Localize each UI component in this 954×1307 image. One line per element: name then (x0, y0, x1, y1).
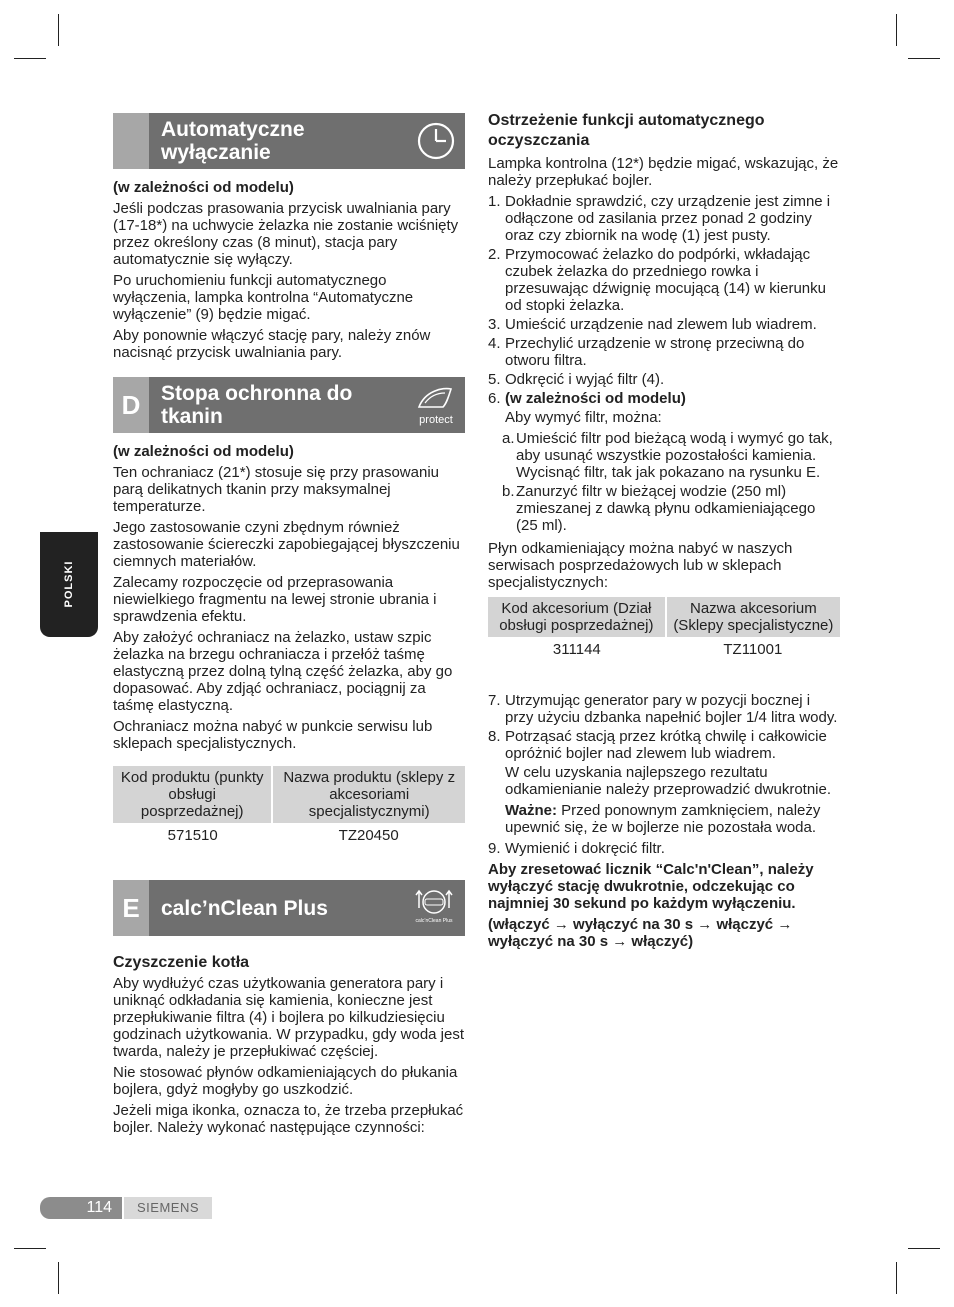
warning-intro: Lampka kontrolna (12*) będzie migać, wskazując, że należy przepłukać bojler. (488, 155, 839, 189)
step8-extra: W celu uzyskania najlepszego rezultatu odkamienianie należy przeprowadzić dwukrotnie. (505, 764, 832, 798)
list-item: 1. Dokładnie sprawdzić, czy urządzenie jest zimne i odłączone od zasilania przez ponad 2 godziny oraz czy zbiornik na wodę (1) jest pusty. (488, 193, 831, 244)
crop-mark (896, 1262, 897, 1294)
table-header: Kod produktu (punkty obsługi posprzedażnej) (113, 766, 272, 823)
warning-heading: Ostrzeżenie funkcji automatycznego oczyszczania (488, 112, 765, 149)
list-item: 8. Potrząsać stacją przez krótką chwilę i całkowicie opróżnić bojler nad zlewem lub wiadrem. (488, 728, 827, 762)
section-c-paragraph: Po uruchomieniu funkcji automatycznego wyłączenia, lampka kontrolna “Automatyczne wyłączenie” (9) będzie migać. (113, 272, 414, 323)
section-e-paragraph: Aby wydłużyć czas użytkowania generatora pary i uniknąć odkładania się kamienia, konieczne jest przepłukiwanie filtra (4) i bojlera po kilkudziesięciu godzinach użytkowania. W przypadku, gdy woda jest twarda, należy je przepłukiwać częściej. (113, 975, 465, 1060)
section-e-paragraph: Jeżeli miga ikonka, oznacza to, że trzeba przepłukać bojler. Należy wykonać następujące czynności: (113, 1102, 464, 1136)
list-item: 9. Wymienić i dokręcić filtr. (488, 840, 665, 857)
step6-option-a: a. Umieścić filtr pod bieżącą wodą i wymyć go tak, aby usunąć wszystkie pozostałości kamienia. Wycisnąć filtr, tak jak pokazano na rysunku E. (502, 430, 833, 481)
section-c-model-note: (w zależności od modelu) (113, 179, 294, 196)
section-c-paragraph: Aby ponownie włączyć stację pary, należy znów nacisnąć przycisk uwalniania pary. (113, 327, 431, 361)
crop-mark (908, 1248, 940, 1249)
section-e-paragraph: Nie stosować płynów odkamieniających do płukania bojlera, gdyż mogłyby go uszkodzić. (113, 1064, 458, 1098)
step6-intro: Aby wymyć filtr, można: (505, 409, 662, 426)
table-cell: TZ20450 (338, 827, 399, 844)
list-item: 3. Umieścić urządzenie nad zlewem lub wiadrem. (488, 316, 817, 333)
table-cell: 311144 (552, 641, 601, 658)
section-d-paragraph: Jego zastosowanie czyni zbędnym również zastosowanie ściereczki zapobiegającej błyszczeniu ciemnych materiałów. (113, 519, 460, 570)
table-header: Nazwa akcesorium (Sklepy specjalistyczne) (666, 597, 840, 637)
left-column (113, 113, 465, 1140)
list-item: 6. (w zależności od modelu) (488, 390, 686, 407)
table-cell: TZ11001 (723, 641, 783, 658)
section-e-subtitle: Czyszczenie kotła (113, 954, 250, 971)
step6-option-b: b. Zanurzyć filtr w bieżącej wodzie (250 ml) zmieszanej z dawką płynu odkamieniającego (25 ml). (502, 483, 816, 534)
steps-list-1 (488, 193, 840, 407)
section-c-paragraph: Jeśli podczas prasowania przycisk uwalniania pary (17-18*) na uchwycie żelazka nie zostanie wciśnięty przez określony czas (8 minut), stacja pary automatycznie się wyłączy. (113, 200, 459, 268)
language-tab (40, 532, 98, 637)
section-e-letter: E (113, 880, 149, 936)
section-d-paragraph: Aby założyć ochraniacz na żelazko, ustaw szpic żelazka na brzegu ochraniacza i przełóż taśmę elastyczną przez dolną tylną część żelazka, aby go dopasować. Aby zdjąć ochraniacz, pociągnij za taśmę elastyczną. (113, 629, 453, 714)
list-item: 2. Przymocować żelazko do podpórki, wkładając czubek żelazka do przedniego rowka i przesuwając dźwignię mocującą (14) w kierunku od stopki żelazka. (488, 246, 826, 314)
section-c-header (113, 113, 465, 169)
reset-sequence: (włączyć → wyłączyć na 30 s → włączyć → wyłączyć na 30 s → włączyć) (488, 916, 793, 950)
product-table (113, 766, 465, 848)
section-d-paragraph: Ten ochraniacz (21*) stosuje się przy prasowaniu parą delikatnych tkanin przy maksymalnej temperaturze. (113, 464, 439, 515)
crop-mark (58, 14, 59, 46)
table-cell: 571510 (167, 827, 218, 844)
section-c-title: Automatyczne wyłączanie (161, 118, 305, 164)
reset-instruction: Aby zresetować licznik “Calc'n'Clean”, należy wyłączyć stację dwukrotnie, odczekując co najmniej 30 sekund po każdym wyłączeniu. (488, 861, 814, 912)
section-d-model-note: (w zależności od modelu) (113, 443, 294, 460)
list-item: 7. Utrzymując generator pary w pozycji bocznej i przy użyciu dzbanka napełnić bojler 1/4 litra wody. (488, 692, 838, 726)
section-e-header (113, 880, 465, 936)
step8-important: Ważne: Przed ponownym zamknięciem, należy upewnić się, że w bojlerze nie pozostała woda. (505, 802, 821, 836)
section-d-letter: D (113, 377, 149, 433)
calcnclean-icon (409, 886, 459, 930)
section-d-header (113, 377, 465, 433)
language-tab-label: POLSKI (63, 560, 75, 608)
crop-mark (896, 14, 897, 46)
purchase-note: Płyn odkamieniający można nabyć w naszych serwisach posprzedażowych lub w sklepach specjalistycznych: (488, 540, 793, 591)
crop-mark (14, 58, 46, 59)
protect-label: protect (419, 414, 453, 426)
section-d-title: Stopa ochronna do tkanin (161, 382, 353, 428)
page-number: 114 (40, 1197, 122, 1219)
section-e-title: calc’nClean Plus (161, 897, 328, 920)
brand-label: SIEMENS (124, 1197, 212, 1219)
calcnclean-label: calc’nClean Plus (415, 918, 453, 924)
iron-protect-icon (409, 383, 463, 427)
right-column (488, 111, 840, 954)
table-header: Nazwa produktu (sklepy z akcesoriami specjalistycznymi) (272, 766, 465, 823)
crop-mark (58, 1262, 59, 1294)
accessory-table (488, 597, 840, 662)
crop-mark (14, 1248, 46, 1249)
table-header: Kod akcesorium (Dział obsługi posprzedażnej) (488, 597, 666, 637)
steps-list-3 (488, 840, 840, 857)
section-d-paragraph: Zalecamy rozpoczęcie od przeprasowania niewielkiego fragmentu na lewej stronie ubrania i sprawdzenia efektu. (113, 574, 437, 625)
steps-list-2 (488, 692, 840, 762)
list-item: 5. Odkręcić i wyjąć filtr (4). (488, 371, 665, 388)
section-c-letter (113, 113, 149, 169)
section-d-paragraph: Ochraniacz można nabyć w punkcie serwisu lub sklepach specjalistycznych. (113, 718, 433, 752)
list-item: 4. Przechylić urządzenie w stronę przeciwną do otworu filtra. (488, 335, 805, 369)
clock-icon (413, 119, 459, 163)
crop-mark (908, 58, 940, 59)
